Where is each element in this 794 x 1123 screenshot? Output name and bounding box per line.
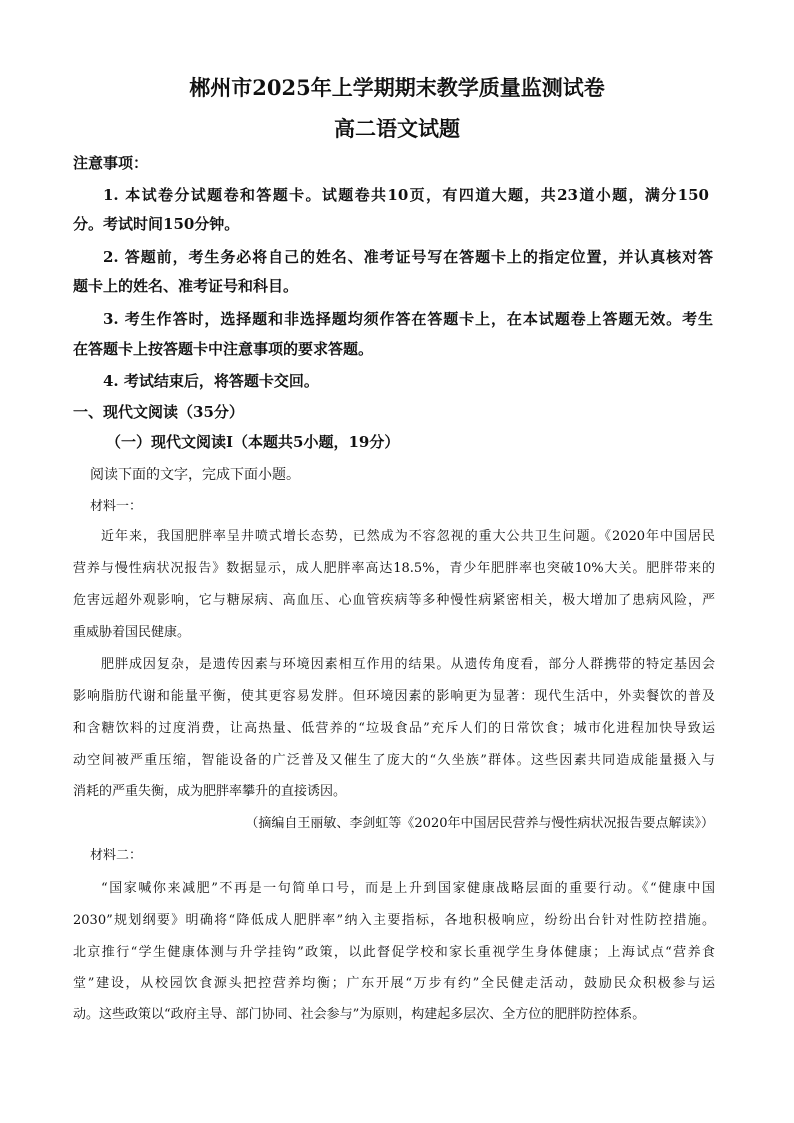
- material-1-para-2-line-5: 消耗的严重失衡，成为肥胖率攀升的直接诱因。: [73, 784, 347, 799]
- material-1-para-1-line-3: 危害远超外观影响，它与糖尿病、高血压、心血管疾病等多种慢性病紧密相关，极大增加了患病风险，严: [73, 593, 715, 608]
- notice-item-1-line-1: 1. 本试卷分试题卷和答题卡。试题卷共10页，有四道大题，共23道小题，满分150: [103, 186, 709, 204]
- material-1-source: （摘编自王丽敏、李剑虹等《2020年中国居民营养与慢性病状况报告要点解读》）: [245, 816, 714, 831]
- material-2-para-1-line-5: 动。这些政策以“政府主导、部门协同、社会参与”为原则，构建起多层次、全方位的肥胖防控体系。: [73, 1007, 646, 1022]
- notice-item-2-line-1: 2. 答题前，考生务必将自己的姓名、准考证号写在答题卡上的指定位置，并认真核对答: [103, 248, 713, 266]
- material-1-para-2-line-3: 和含糖饮料的过度消费，让高热量、低营养的“垃圾食品”充斥人们的日常饮食；城市化进程加快导致运: [73, 721, 715, 736]
- notice-item-4: 4. 考试结束后，将答题卡交回。: [103, 372, 319, 390]
- section-heading-modern-reading: 一、现代文阅读（35分）: [73, 403, 244, 421]
- notice-item-3-line-2: 在答题卡上按答题卡中注意事项的要求答题。: [73, 340, 374, 358]
- exam-subtitle: 高二语文试题: [334, 116, 460, 141]
- material-2-para-1-line-2: 2030”规划纲要》明确将“降低成人肥胖率”纳入主要指标，各地积极响应，纷纷出台针对性防控措施。: [73, 913, 715, 928]
- material-1-para-2-line-4: 动空间被严重压缩，智能设备的广泛普及又催生了庞大的“久坐族”群体。这些因素共同造成能量摄入与: [73, 753, 715, 768]
- material-1-para-2-line-1: 肥胖成因复杂，是遗传因素与环境因素相互作用的结果。从遗传角度看，部分人群携带的特定基因会: [101, 657, 715, 672]
- subsection-heading-reading-1: （一）现代文阅读Ⅰ（本题共5小题，19分）: [106, 433, 400, 451]
- material-1-para-2-line-2: 影响脂肪代谢和能量平衡，使其更容易发胖。但环境因素的影响更为显著：现代生活中，外卖餐饮的普及: [73, 689, 715, 704]
- material-2-para-1-line-3: 北京推行“学生健康体测与升学挂钩”政策，以此督促学校和家长重视学生身体健康；上海试点“营养食: [73, 945, 715, 960]
- exam-title: 郴州市2025年上学期期末教学质量监测试卷: [189, 75, 605, 100]
- notice-item-2-line-2: 题卡上的姓名、准考证号和科目。: [73, 277, 299, 295]
- material-1-para-1-line-2: 营养与慢性病状况报告》数据显示，成人肥胖率高达18.5%，青少年肥胖率也突破10%大关。肥胖带来的: [73, 561, 715, 576]
- material-1-label: 材料一：: [90, 499, 143, 514]
- notice-heading: 注意事项：: [73, 154, 149, 172]
- material-2-label: 材料二：: [90, 848, 143, 863]
- reading-instruction: 阅读下面的文字，完成下面小题。: [90, 467, 300, 483]
- material-1-para-1-line-1: 近年来，我国肥胖率呈井喷式增长态势，已然成为不容忽视的重大公共卫生问题。《2020年中国居民: [101, 529, 715, 544]
- notice-item-1-line-2: 分。考试时间150分钟。: [73, 215, 240, 233]
- material-2-para-1-line-1: “国家喊你来减肥”不再是一句简单口号，而是上升到国家健康战略层面的重要行动。《“健康中国: [101, 881, 715, 896]
- material-2-para-1-line-4: 堂”建设，从校园饮食源头把控营养均衡；广东开展“万步有约”全民健走活动，鼓励民众积极参与运: [73, 976, 715, 991]
- notice-item-3-line-1: 3. 考生作答时，选择题和非选择题均须作答在答题卡上，在本试题卷上答题无效。考生: [103, 310, 713, 328]
- material-1-para-1-line-4: 重威胁着国民健康。: [73, 625, 191, 640]
